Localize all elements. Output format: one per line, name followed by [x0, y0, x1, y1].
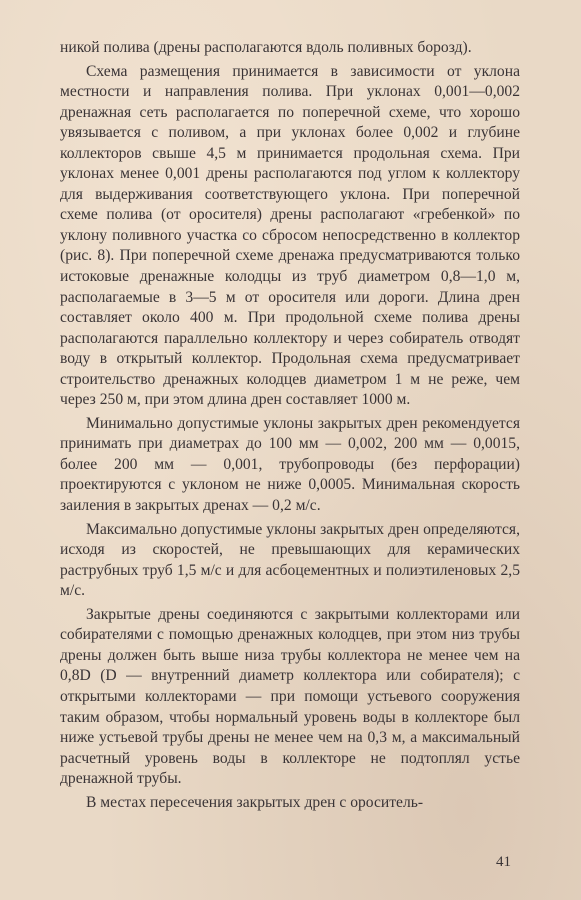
- paragraph-continuation: никой полива (дрены располагаются вдоль поливных борозд).: [60, 39, 472, 56]
- paragraph-max-slopes: Максимально допустимые уклоны закрытых дрен определяются, исходя из скоростей, не превышающих для керамических раструбных труб 1,5 м/с и для асбоцементных и полиэтиленовых 2,5 м/с.: [60, 520, 520, 600]
- paragraph-min-slopes: Минимально допустимые уклоны закрытых дрен рекомендуется принимать при диаметрах до 100 мм — 0,002, 200 мм — 0,0015, более 200 мм — 0,001, трубопроводы (без перфорации) проектируются с уклоном не ниже 0,0005. Минимальная скорость заиления в закрытых дренах — 0,2 м/с.: [60, 414, 520, 515]
- body-text: [60, 38, 520, 813]
- page-number: 41: [496, 854, 511, 870]
- paragraph-intersections: В местах пересечения закрытых дрен с ороситель-: [86, 793, 424, 811]
- paragraph-layout-schemes: Схема размещения принимается в зависимости от уклона местности и направления полива. При уклонах 0,001—0,002 дренажная сеть располагается по поперечной схеме, что хорошо увязывается с поливом, а при уклонах более 0,002 и глубине коллекторов свыше 4,5 м принимается продольная схема. При уклонах менее 0,001 дрены располагаются под углом к коллектору для выдерживания соответствующего уклона. При поперечной схеме полива (от оросителя) дрены располагают «гребенкой» по уклону поливного участка со сбросом непосредственно в коллектор (рис. 8). При поперечной схеме дренажа предусматриваются только истоковые дренажные колодцы из труб диаметром 0,8—1,0 м, располагаемые в 3—5 м от оросителя или дороги. Длина дрен составляет около 400 м. При продольной схеме полива дрены располагаются параллельно коллектору и через собиратель отводят воду в открытый коллектор. Продольная схема предусматривает строительство дренажных колодцев диаметром 1 м не реже, чем через 250 м, при этом длина дрен составляет 1000 м.: [60, 62, 520, 409]
- paragraph-connections: Закрытые дрены соединяются с закрытыми коллекторами или собирателями с помощью дренажных колодцев, при этом низ трубы дрены должен быть выше низа трубы коллектора не менее чем на 0,8D (D — внутренний диаметр коллектора или собирателя); с открытыми коллекторами — при помощи устьевого сооружения таким образом, чтобы нормальный уровень воды в коллекторе был ниже устьевой трубы дрены не менее чем на 0,3 м, а максимальный расчетный уровень воды в коллекторе не подтоплял устье дренажной трубы.: [60, 605, 520, 788]
